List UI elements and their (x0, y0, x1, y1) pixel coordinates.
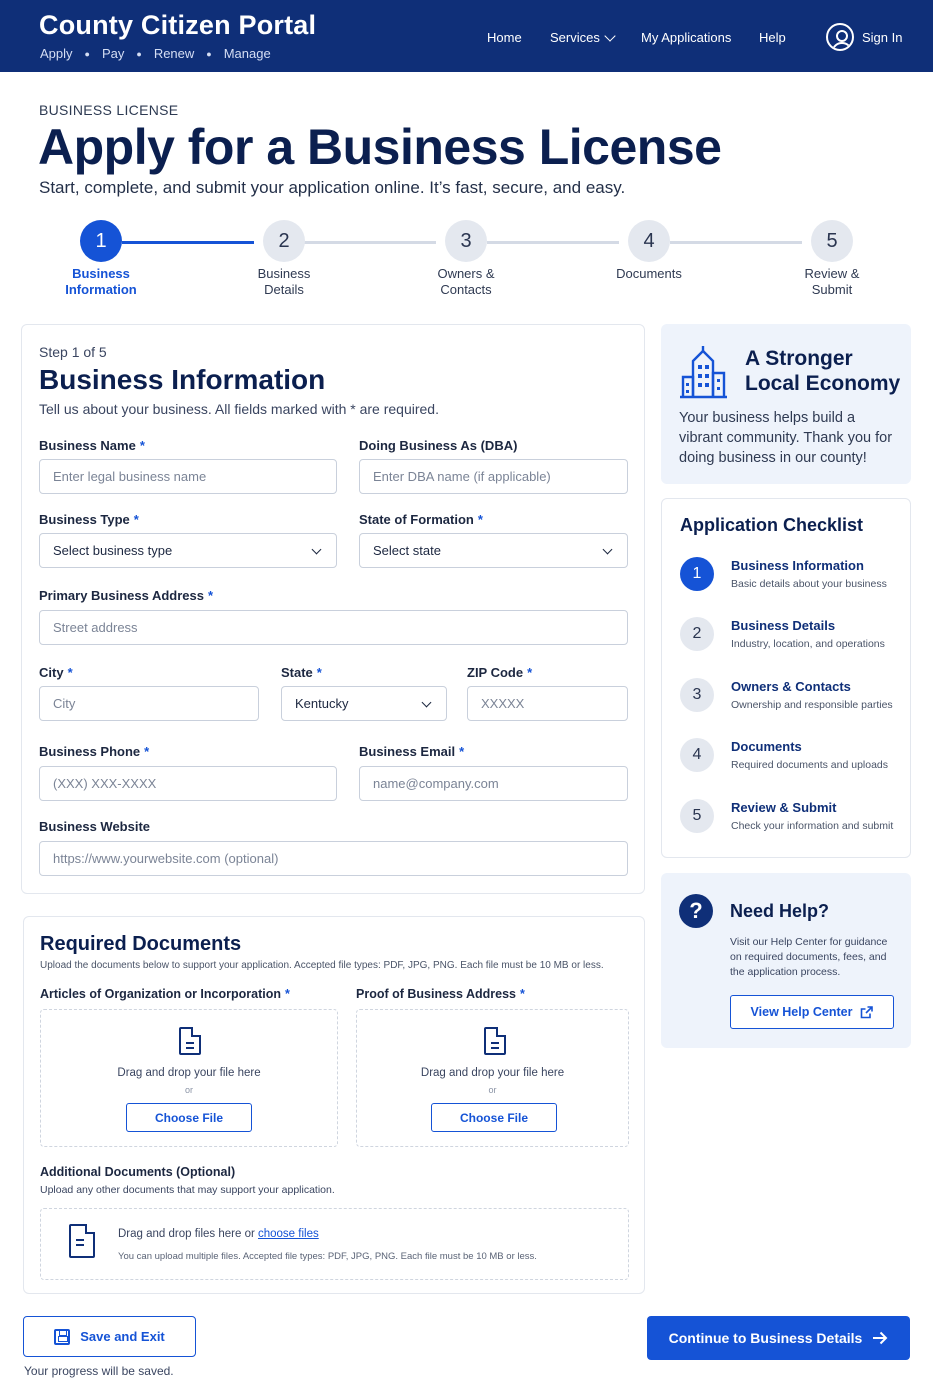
building-icon (679, 345, 729, 399)
state-label (281, 665, 322, 680)
required-marker: * (527, 665, 533, 680)
checklist-item-2-number: 2 (680, 617, 714, 651)
tagline-separator: ● (206, 48, 212, 59)
economy-title-line2: Local Economy (745, 372, 901, 395)
help-title: Need Help? (730, 901, 830, 921)
help-text: Visit our Help Center for guidance on required documents, fees, and the application process. (730, 936, 888, 978)
page-title: Apply for a Business License (38, 119, 722, 175)
business-type-select[interactable] (39, 533, 337, 568)
required-marker: * (144, 744, 150, 759)
tagline-pay: Pay (101, 46, 125, 61)
checklist-item-5-title: Review & Submit (731, 800, 837, 815)
required-documents-card (23, 916, 645, 1294)
step-5-label-line1: Review & (804, 266, 860, 281)
save-and-exit-label: Save and Exit (80, 1329, 165, 1344)
articles-label (40, 987, 290, 1001)
tagline-separator: ● (84, 48, 90, 59)
required-marker: * (133, 512, 139, 527)
step-2-label (224, 266, 344, 298)
business-name-label (39, 438, 145, 453)
chevron-down-icon (312, 545, 322, 555)
additional-documents-description: Upload any other documents that may support your application. (40, 1184, 335, 1196)
chevron-down-icon (604, 30, 615, 41)
checklist-item-1-title: Business Information (731, 558, 864, 573)
sign-in-label: Sign In (862, 29, 903, 45)
phone-input[interactable]: (XXX) XXX-XXXX (39, 766, 337, 801)
documents-title: Required Documents (40, 933, 242, 955)
nav-services-label: Services (550, 30, 600, 45)
city-label (39, 665, 73, 680)
application-checklist (661, 498, 911, 858)
multi-upload-note: You can upload multiple files. Accepted file types: PDF, JPG, PNG. Each file must be 10 MB or less. (118, 1251, 537, 1262)
checklist-item-1-desc: Basic details about your business (731, 578, 887, 590)
user-icon (826, 23, 854, 51)
articles-label-text: Articles of Organization or Incorporation (40, 987, 281, 1001)
or-divider: or (184, 1085, 193, 1095)
page-eyebrow: BUSINESS LICENSE (39, 102, 179, 118)
state-value: Kentucky (295, 696, 349, 711)
proof-of-address-dropzone[interactable] (356, 1009, 629, 1147)
step-2-circle[interactable]: 2 (263, 220, 305, 262)
tagline-renew: Renew (153, 46, 195, 61)
economy-text: Your business helps build a vibrant community. Thank you for doing business in our county! (679, 410, 893, 466)
view-help-center-label: View Help Center (750, 1005, 853, 1019)
section-title: Business Information (39, 364, 326, 395)
city-input[interactable]: City (39, 686, 259, 721)
required-marker: * (207, 588, 214, 603)
sign-in-button[interactable] (826, 23, 902, 51)
additional-documents-dropzone[interactable] (40, 1208, 629, 1280)
business-name-input[interactable]: Enter legal business name (39, 459, 337, 494)
required-marker: * (285, 987, 290, 1001)
zip-label (467, 665, 532, 680)
checklist-title: Application Checklist (680, 515, 864, 535)
checklist-item-3-desc: Ownership and responsible parties (731, 699, 893, 711)
chevron-down-icon (603, 545, 613, 555)
website-label: Business Website (39, 819, 151, 834)
business-name-label-text: Business Name (39, 438, 136, 453)
step-3-label-line1: Owners & (437, 266, 495, 281)
email-label (359, 744, 464, 759)
business-information-card (21, 324, 645, 894)
step-3-circle[interactable]: 3 (445, 220, 487, 262)
step-connector (670, 241, 802, 244)
zip-label-text: ZIP Code (467, 665, 524, 680)
checklist-item-4-desc: Required documents and uploads (731, 759, 889, 771)
portal-title[interactable]: County Citizen Portal (39, 10, 317, 40)
step-2-label-line1: Business (257, 266, 311, 281)
step-1-label (41, 266, 161, 298)
zip-input[interactable]: XXXXX (467, 686, 628, 721)
state-select[interactable] (281, 686, 447, 721)
choose-file-button[interactable]: Choose File (126, 1103, 252, 1132)
checklist-item-1-number: 1 (680, 557, 714, 591)
economy-title (745, 346, 900, 396)
nav-my-applications[interactable]: My Applications (641, 30, 732, 45)
step-4-circle[interactable]: 4 (628, 220, 670, 262)
dba-input[interactable]: Enter DBA name (if applicable) (359, 459, 628, 494)
multi-drag-text (118, 1228, 319, 1240)
help-question-icon: ? (679, 894, 713, 928)
step-1-label-line2: Information (65, 282, 137, 297)
step-indicator: Step 1 of 5 (39, 344, 107, 360)
dba-label: Doing Business As (DBA) (359, 438, 518, 453)
required-marker: * (477, 512, 483, 527)
external-link-icon (860, 1006, 873, 1019)
nav-help[interactable]: Help (759, 30, 786, 45)
save-icon (54, 1329, 70, 1345)
continue-label: Continue to Business Details (668, 1330, 863, 1346)
state-of-formation-select[interactable] (359, 533, 628, 568)
step-connector-completed (122, 241, 254, 244)
chevron-down-icon (422, 698, 432, 708)
step-2-label-line2: Details (264, 282, 304, 297)
choose-file-button[interactable]: Choose File (431, 1103, 557, 1132)
save-note: Your progress will be saved. (24, 1364, 174, 1378)
arrow-right-icon (872, 1331, 888, 1345)
step-4-label (589, 266, 709, 282)
checklist-item-3-number: 3 (680, 678, 714, 712)
tagline-manage: Manage (223, 46, 271, 61)
drag-drop-text: Drag and drop your file here (420, 1067, 565, 1079)
email-label-text: Business Email (359, 744, 456, 759)
city-label-text: City (39, 665, 64, 680)
step-5-label (772, 266, 892, 298)
additional-documents-title: Additional Documents (Optional) (40, 1165, 236, 1179)
checklist-item-3-title: Owners & Contacts (731, 679, 851, 694)
checklist-item-2-title: Business Details (731, 618, 836, 633)
document-icon (484, 1027, 506, 1055)
phone-label-text: Business Phone (39, 744, 141, 759)
portal-tagline (40, 46, 271, 61)
tagline-separator: ● (136, 48, 142, 59)
state-label-text: State (281, 665, 313, 680)
required-marker: * (139, 438, 145, 453)
state-of-formation-label-text: State of Formation (359, 512, 474, 527)
proof-of-address-label (356, 987, 525, 1001)
step-connector (487, 241, 619, 244)
continue-button[interactable] (647, 1316, 910, 1360)
choose-files-link[interactable]: choose files (258, 1228, 319, 1240)
step-5-circle[interactable]: 5 (811, 220, 853, 262)
nav-home[interactable]: Home (487, 30, 522, 45)
street-address-input[interactable]: Street address (39, 610, 628, 645)
proof-of-address-label-text: Proof of Business Address (356, 987, 516, 1001)
tagline-apply: Apply (40, 46, 73, 61)
phone-label (39, 744, 149, 759)
step-1-circle[interactable]: 1 (80, 220, 122, 262)
or-divider: or (488, 1085, 497, 1095)
checklist-item-4-title: Documents (731, 739, 802, 754)
economy-title-line1: A Stronger (745, 347, 853, 370)
help-panel (661, 873, 911, 1048)
required-marker: * (67, 665, 73, 680)
business-type-value: Select business type (53, 543, 173, 558)
articles-dropzone[interactable] (40, 1009, 338, 1147)
required-marker: * (459, 744, 465, 759)
step-4-label-line1: Documents (616, 266, 682, 281)
document-icon (179, 1027, 201, 1055)
documents-description: Upload the documents below to support your application. Accepted file types: PDF, JPG, PNG. Each file must be 10 MB or less. (40, 960, 604, 971)
checklist-item-2-desc: Industry, location, and operations (731, 638, 885, 650)
step-connector (304, 241, 436, 244)
multi-drag-label: Drag and drop files here or (118, 1228, 258, 1240)
step-3-label (406, 266, 526, 298)
address-label (39, 588, 213, 603)
view-help-center-button[interactable] (730, 995, 894, 1029)
business-type-label-text: Business Type (39, 512, 130, 527)
business-type-label (39, 512, 139, 527)
document-icon (69, 1224, 95, 1258)
section-description: Tell us about your business. All fields marked with * are required. (39, 401, 439, 417)
checklist-item-4-number: 4 (680, 738, 714, 772)
step-1-label-line1: Business (72, 266, 130, 281)
economy-panel (661, 324, 911, 484)
email-input[interactable]: name@company.com (359, 766, 628, 801)
page-intro: Start, complete, and submit your application online. It’s fast, secure, and easy. (39, 178, 626, 197)
step-3-label-line2: Contacts (440, 282, 492, 297)
required-marker: * (316, 665, 322, 680)
nav-services[interactable] (550, 30, 614, 45)
step-5-label-line2: Submit (811, 282, 853, 297)
state-of-formation-label (359, 512, 483, 527)
checklist-item-5-desc: Check your information and submit (731, 820, 894, 832)
state-of-formation-value: Select state (373, 543, 441, 558)
save-and-exit-button[interactable] (23, 1316, 196, 1357)
required-marker: * (520, 987, 525, 1001)
checklist-item-5-number: 5 (680, 799, 714, 833)
top-navigation-bar (0, 0, 933, 72)
drag-drop-text: Drag and drop your file here (117, 1067, 261, 1079)
website-input[interactable]: https://www.yourwebsite.com (optional) (39, 841, 628, 876)
address-label-text: Primary Business Address (39, 588, 204, 603)
